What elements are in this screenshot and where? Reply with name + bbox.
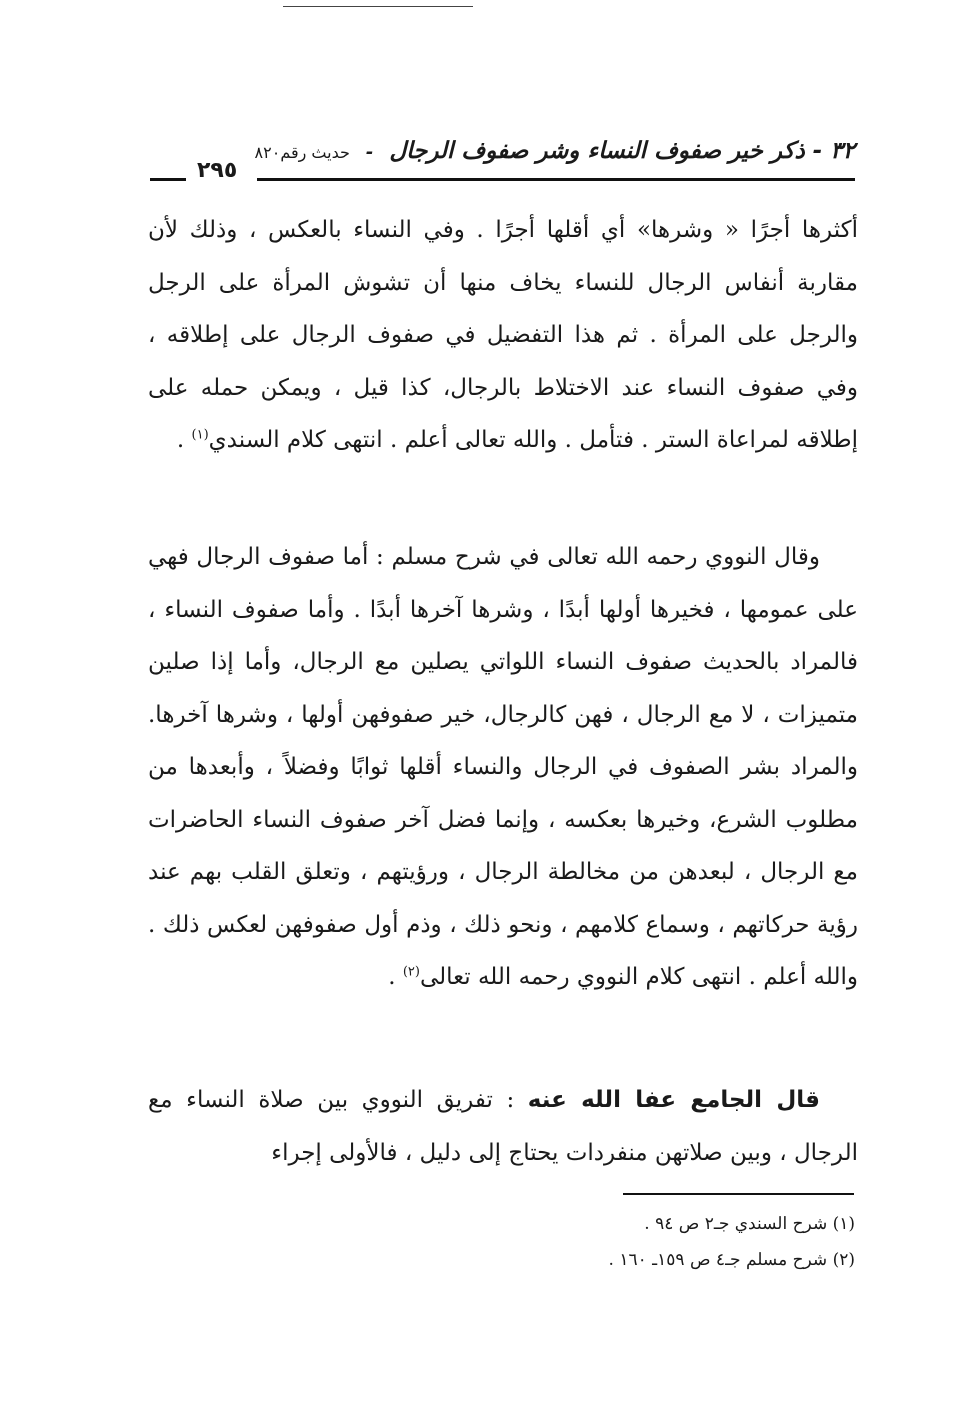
paragraph-2 <box>148 531 858 1004</box>
chapter-title-text: ٣٢ - ذكر خير صفوف النساء وشر صفوف الرجال <box>389 138 855 164</box>
footnote-1: (١) شرح السندي جـ٢ ص ٩٤ . <box>644 1214 855 1234</box>
footnote-2: (٢) شرح مسلم جـ٤ ص ١٥٩ـ ١٦٠ . <box>608 1250 855 1270</box>
paragraph-2-text: وقال النووي رحمه الله تعالى في شرح مسلم : أما صفوف الرجال فهي على عمومها ، فخيرها أولها أبدًا ، وشرها آخرها أبدًا . وأما صفوف النساء ، فالمراد بالحديث صفوف النساء اللواتي يصلين مع الرجال، وأما إذا صلين متميزات ، لا مع الرجال ، فهن كالرجال، خير صفوفهن أولها ، وشرها آخرها. والمراد بشر الصفوف في الرجال والنساء أقلها ثوابًا وفضلاً ، وأبعدها من مطلوب الشرع، وخيرها بعكسه ، وإنما فضل آخر صفوف النساء الحاضرات مع الرجال ، لبعدهن من مخالطة الرجال ، ورؤيتهم ، وتعلق القلب بهم عند رؤية حركاتهم ، وسماع كلامهم ، ونحو ذلك ، وذم أول صفوفهن لعكس ذلك . والله أعلم . انتهى كلام النووي رحمه الله تعالى <box>148 544 858 990</box>
footnote-ref-2: (٢) <box>402 964 420 980</box>
hadith-number: حديث رقم٨٢٠ <box>254 143 350 162</box>
footnote-rule <box>623 1193 854 1195</box>
paragraph-3 <box>148 1074 858 1179</box>
header-separator: - <box>365 142 374 163</box>
paragraph-2-end: . <box>388 964 403 990</box>
top-rule <box>283 6 473 7</box>
header-rule <box>257 178 855 181</box>
page-number-dash <box>150 178 186 181</box>
paragraph-1 <box>148 204 858 467</box>
paragraph-1-end: . <box>176 427 192 453</box>
page-number: ٢٩٥ <box>197 158 238 183</box>
paragraph-1-text: أكثرها أجرًا « وشرها» أي أقلها أجرًا . وفي النساء بالعكس ، وذلك لأن مقاربة أنفاس الرجال للنساء يخاف منها أن تشوش المرأة على الرجل والرجل على المرأة . ثم هذا التفضيل في صفوف الرجال على إطلاقه ، وفي صفوف النساء عند الاختلاط بالرجال، كذا قيل ، ويمكن حمله على إطلاقه لمراعاة الستر . فتأمل . والله تعالى أعلم . انتهى كلام السندي <box>148 217 858 453</box>
footnote-ref-1: (١) <box>191 427 209 443</box>
running-header <box>150 138 855 184</box>
footnotes <box>400 1206 855 1278</box>
paragraph-3-text: : تفريق النووي بين صلاة النساء مع الرجال ، وبين صلاتهن منفردات يحتاج إلى دليل ، فالأولى إجراء <box>148 1087 858 1166</box>
chapter-title <box>255 138 855 164</box>
paragraph-3-lead: قال الجامع عفا الله عنه <box>527 1087 820 1113</box>
